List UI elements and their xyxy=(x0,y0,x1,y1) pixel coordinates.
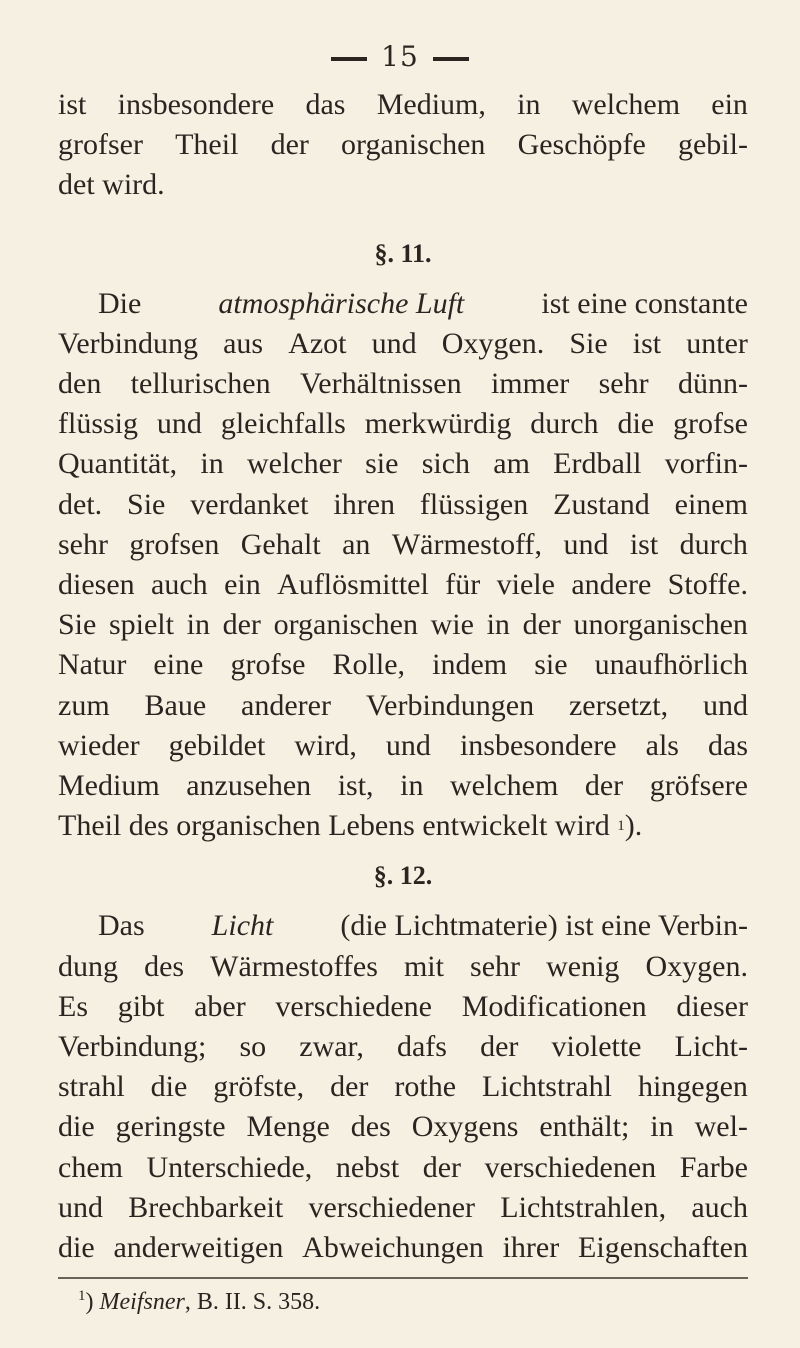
body-text xyxy=(58,85,748,1268)
term-atmospheric-air: atmosphärische Luft xyxy=(218,286,465,320)
section-11-first-line: Die atmosphärische Luft ist eine constante xyxy=(58,284,748,324)
text-line: Verbindung; so zwar, dafs der violette Licht- xyxy=(58,1030,748,1064)
section-12-first-line: Das Licht (die Lichtmaterie) ist eine Verbin- xyxy=(58,906,748,946)
text-line: dung des Wärmestoffes mit sehr wenig Oxygen. xyxy=(58,949,748,983)
text-line: sehr grofsen Gehalt an Wärmestoff, und ist durch xyxy=(58,527,748,561)
section-11-last-line: Theil des organischen Lebens entwickelt wird 1 ). xyxy=(58,806,748,846)
text-line: Sie spielt in der organischen wie in der unorganischen xyxy=(58,608,748,642)
footnote-rule xyxy=(58,1277,748,1279)
footnote-author: Meifsner xyxy=(99,1289,185,1315)
text-line: Medium anzusehen ist, in welchem der gröfsere xyxy=(58,769,748,803)
header-dash-left xyxy=(331,57,367,61)
footnote: $^1$) Meifsner, B. II. S. 358. xyxy=(78,1288,321,1315)
text-line: zum Baue anderer Verbindungen zersetzt, und xyxy=(58,688,748,722)
section-11-heading: §. 11. xyxy=(374,238,432,268)
text-line: Es gibt aber verschiedene Modificationen dieser xyxy=(58,989,748,1023)
footnote-reference: , B. II. S. 358. xyxy=(184,1289,321,1315)
text-line: und Brechbarkeit verschiedener Lichtstrahlen, auch xyxy=(58,1190,748,1224)
text-line: ist insbesondere das Medium, in welchem ein xyxy=(58,88,748,121)
text-line: Natur eine grofse Rolle, indem sie unaufhörlich xyxy=(58,648,748,682)
header-dash-right xyxy=(433,57,469,61)
page-header xyxy=(0,40,800,73)
text-line: Verbindung aus Azot und Oxygen. Sie ist unter xyxy=(58,326,748,360)
text-line: den tellurischen Verhältnissen immer sehr dünn- xyxy=(58,367,748,401)
term-light: Licht xyxy=(211,909,274,943)
text-line: diesen auch ein Auflösmittel für viele andere Stoffe. xyxy=(58,568,748,602)
text-line: grofser Theil der organischen Geschöpfe gebil- xyxy=(58,128,748,162)
text-line: det wird. xyxy=(58,168,165,202)
text-line: Quantität, in welcher sie sich am Erdball vorfin- xyxy=(58,447,748,481)
text-line: chem Unterschiede, nebst der verschiedenen Farbe xyxy=(58,1150,748,1184)
footnote-ref: 1 xyxy=(617,818,625,835)
text-line: die geringste Menge des Oxygens enthält; in wel- xyxy=(58,1110,748,1144)
page-number: 15 xyxy=(381,40,419,73)
footnote-marker: 1 xyxy=(78,1288,86,1304)
text-line: die anderweitigen Abweichungen ihrer Eigenschaften xyxy=(58,1231,748,1265)
text-line: flüssig und gleichfalls merkwürdig durch die grofse xyxy=(58,407,748,441)
text-line: strahl die gröfste, der rothe Lichtstrahl hingegen xyxy=(58,1070,748,1104)
text-line: det. Sie verdanket ihren flüssigen Zustand einem xyxy=(58,487,748,521)
text-line: wieder gebildet wird, und insbesondere als das xyxy=(58,728,748,762)
section-12-heading: §. 12. xyxy=(373,861,433,891)
